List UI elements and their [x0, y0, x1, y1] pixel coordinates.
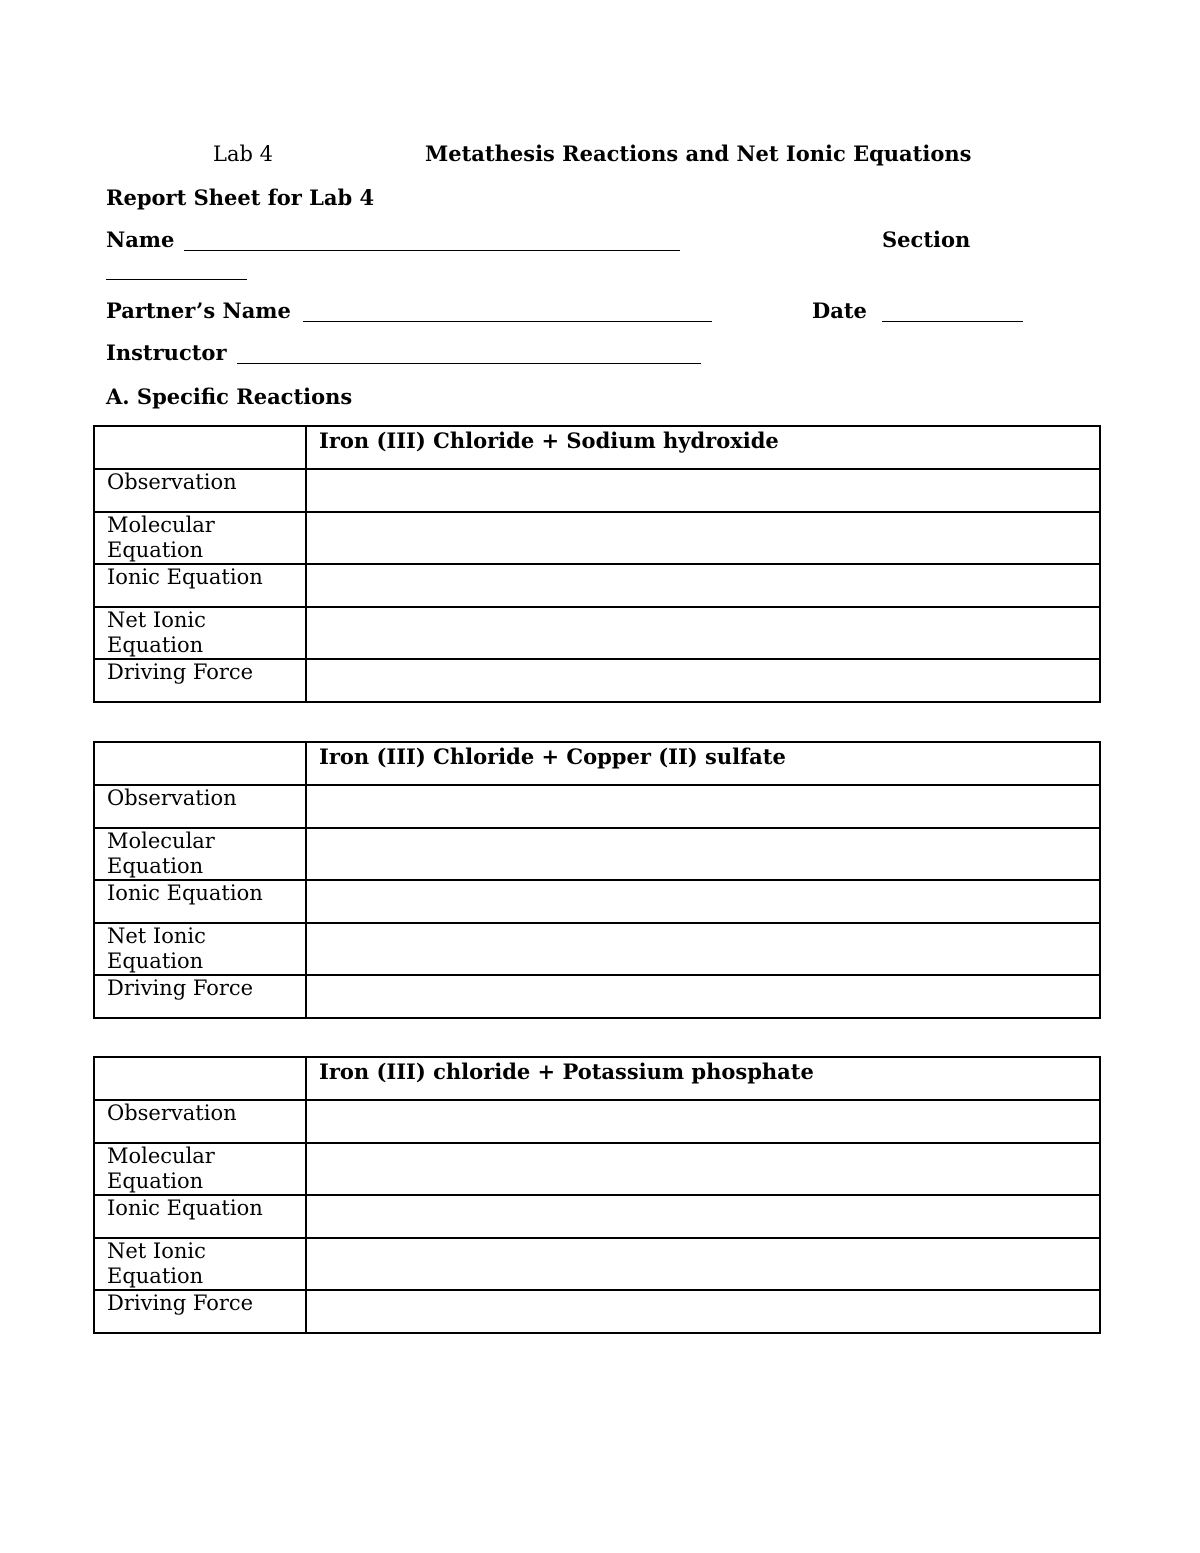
- observation-label: Observation: [94, 469, 306, 512]
- report-sheet-heading: Report Sheet for Lab 4: [106, 185, 375, 210]
- molecular-equation-label: Molecular Equation: [94, 1143, 306, 1195]
- molecular-equation-cell[interactable]: [306, 828, 1100, 880]
- reaction-title: Iron (III) Chloride + Copper (II) sulfate: [306, 742, 1100, 785]
- molecular-equation-label: Molecular Equation: [94, 828, 306, 880]
- reaction-table-1: [93, 425, 1101, 703]
- ionic-equation-cell[interactable]: [306, 564, 1100, 607]
- reaction-title: Iron (III) chloride + Potassium phosphate: [306, 1057, 1100, 1100]
- lab-number: Lab 4: [213, 142, 273, 166]
- ionic-equation-cell[interactable]: [306, 1195, 1100, 1238]
- section-field[interactable]: [106, 279, 247, 280]
- net-ionic-equation-label: Net Ionic Equation: [94, 923, 306, 975]
- section-label: Section: [882, 227, 971, 252]
- net-ionic-equation-cell[interactable]: [306, 1238, 1100, 1290]
- partner-name-field[interactable]: [303, 321, 712, 322]
- observation-cell[interactable]: [306, 469, 1100, 512]
- net-ionic-equation-label: Net Ionic Equation: [94, 607, 306, 659]
- date-field[interactable]: [882, 321, 1023, 322]
- driving-force-cell[interactable]: [306, 975, 1100, 1018]
- observation-cell[interactable]: [306, 1100, 1100, 1143]
- date-label: Date: [812, 298, 867, 323]
- name-field[interactable]: [184, 250, 680, 251]
- ionic-equation-label: Ionic Equation: [94, 1195, 306, 1238]
- table-corner-cell: [94, 426, 306, 469]
- ionic-equation-label: Ionic Equation: [94, 564, 306, 607]
- instructor-label: Instructor: [106, 340, 227, 365]
- page-title: Metathesis Reactions and Net Ionic Equations: [425, 141, 972, 166]
- ionic-equation-cell[interactable]: [306, 880, 1100, 923]
- net-ionic-equation-label: Net Ionic Equation: [94, 1238, 306, 1290]
- driving-force-label: Driving Force: [94, 1290, 306, 1333]
- molecular-equation-label: Molecular Equation: [94, 512, 306, 564]
- ionic-equation-label: Ionic Equation: [94, 880, 306, 923]
- reaction-title: Iron (III) Chloride + Sodium hydroxide: [306, 426, 1100, 469]
- driving-force-cell[interactable]: [306, 1290, 1100, 1333]
- observation-cell[interactable]: [306, 785, 1100, 828]
- net-ionic-equation-cell[interactable]: [306, 607, 1100, 659]
- table-corner-cell: [94, 1057, 306, 1100]
- molecular-equation-cell[interactable]: [306, 512, 1100, 564]
- driving-force-cell[interactable]: [306, 659, 1100, 702]
- instructor-field[interactable]: [237, 363, 701, 364]
- net-ionic-equation-cell[interactable]: [306, 923, 1100, 975]
- name-label: Name: [106, 227, 175, 252]
- reaction-table-2: [93, 741, 1101, 1019]
- observation-label: Observation: [94, 1100, 306, 1143]
- driving-force-label: Driving Force: [94, 975, 306, 1018]
- partner-name-label: Partner’s Name: [106, 298, 291, 323]
- molecular-equation-cell[interactable]: [306, 1143, 1100, 1195]
- observation-label: Observation: [94, 785, 306, 828]
- specific-reactions-heading: A. Specific Reactions: [106, 384, 353, 409]
- table-corner-cell: [94, 742, 306, 785]
- driving-force-label: Driving Force: [94, 659, 306, 702]
- reaction-table-3: [93, 1056, 1101, 1334]
